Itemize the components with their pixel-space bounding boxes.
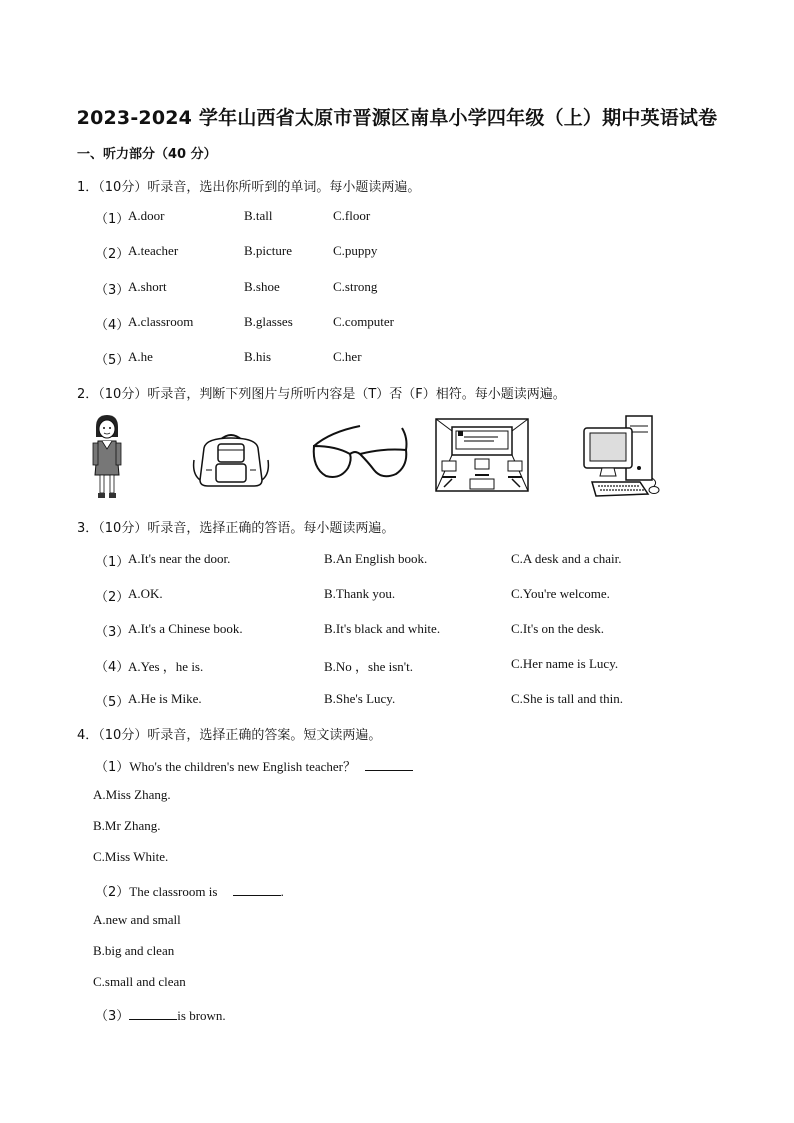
q4-sub-3: [95, 1005, 226, 1024]
option-b: B.An English book.: [324, 551, 428, 566]
option-b: B.his: [244, 349, 272, 364]
option-a: A.It's a Chinese book.: [128, 621, 243, 636]
option-c: C.It's on the desk.: [511, 621, 604, 636]
option-b: B.Thank you.: [324, 586, 396, 601]
q4-sub2-option-c: C.small and clean: [93, 974, 186, 989]
item-number: （3）: [95, 625, 130, 640]
option-b: B.No ，she isn't.: [324, 659, 414, 674]
option-c: C.floor: [333, 208, 371, 223]
item-number: （5）: [95, 353, 130, 368]
option-b: B.She's Lucy.: [324, 691, 396, 706]
answer-blank: [365, 758, 413, 771]
item-number: （4）: [95, 660, 130, 675]
q4-sub1-option-c: C.Miss White.: [93, 849, 169, 864]
option-a: A.Yes ，he is.: [128, 659, 204, 674]
option-b: B.tall: [244, 208, 273, 223]
option-c: C.her: [333, 349, 362, 364]
option-b: B.picture: [244, 243, 293, 258]
item-number: （5）: [95, 695, 130, 710]
option-a: A.he: [128, 349, 153, 364]
item-number: （2）: [95, 247, 130, 262]
option-c: C.computer: [333, 314, 395, 329]
option-a: A.door: [128, 208, 165, 223]
option-c: C.A desk and a chair.: [511, 551, 622, 566]
answer-blank: [233, 883, 281, 896]
classroom-icon: [434, 417, 530, 493]
option-b: B.It's black and white.: [324, 621, 441, 636]
option-a: A.It's near the door.: [128, 551, 231, 566]
schoolbag-icon: [192, 430, 270, 488]
option-c: C.She is tall and thin.: [511, 691, 623, 706]
question-2-stem: 2．（10分）听录音，判断下列图片与所听内容是（T）否（F）相符。每小题读两遍。: [77, 387, 566, 402]
item-number: （2）: [95, 885, 130, 900]
option-b: B.glasses: [244, 314, 293, 329]
section-listening-heading: 一、听力部分（40 分）: [77, 147, 217, 162]
q4-sub-2: [95, 881, 284, 900]
girl-icon: [88, 413, 126, 501]
option-b: B.shoe: [244, 279, 280, 294]
option-a: A.short: [128, 279, 167, 294]
exam-title: 2023-2024 学年山西省太原市晋源区南阜小学四年级（上）期中英语试卷: [76, 107, 718, 129]
q4-sub2-option-b: B.big and clean: [93, 943, 175, 958]
question-1-stem: 1．（10分）听录音，选出你所听到的单词。每小题读两遍。: [77, 180, 421, 195]
glasses-icon: [310, 424, 412, 484]
item-number: （2）: [95, 590, 130, 605]
option-c: C.puppy: [333, 243, 378, 258]
sub-question-text: The classroom is: [129, 884, 218, 899]
item-number: （3）: [95, 283, 130, 298]
option-a: A.OK.: [128, 586, 163, 601]
option-c: C.Her name is Lucy.: [511, 656, 619, 671]
q4-sub1-option-b: B.Mr Zhang.: [93, 818, 161, 833]
q4-sub-1: [95, 756, 413, 775]
computer-icon: [582, 414, 662, 502]
sub-question-text: is brown.: [177, 1008, 226, 1023]
item-number: （3）: [95, 1009, 130, 1024]
option-a: A.teacher: [128, 243, 179, 258]
sub-question-text: Who's the children's new English teacher？: [129, 759, 356, 774]
q4-sub2-option-a: A.new and small: [93, 912, 181, 927]
item-number: （1）: [95, 555, 130, 570]
question-4-stem: 4．（10分）听录音，选择正确的答案。短文读两遍。: [77, 728, 382, 743]
q4-sub1-option-a: A.Miss Zhang.: [93, 787, 171, 802]
option-a: A.He is Mike.: [128, 691, 202, 706]
item-number: （1）: [95, 760, 130, 775]
option-c: C.You're welcome.: [511, 586, 610, 601]
question-3-stem: 3．（10分）听录音，选择正确的答语。每小题读两遍。: [77, 521, 395, 536]
item-number: （4）: [95, 318, 130, 333]
item-number: （1）: [95, 212, 130, 227]
answer-blank: [129, 1007, 177, 1020]
option-c: C.strong: [333, 279, 378, 294]
sub-question-end: .: [280, 884, 284, 899]
option-a: A.classroom: [128, 314, 194, 329]
